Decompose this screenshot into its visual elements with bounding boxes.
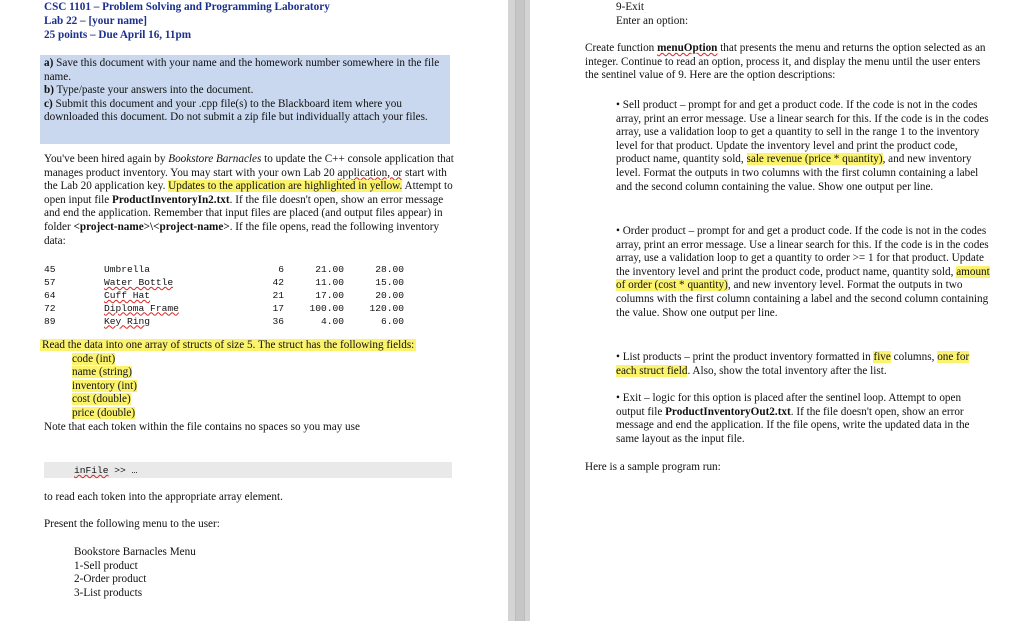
inventory-name: Diploma Frame	[104, 302, 179, 314]
inventory-name: Cuff Hat	[104, 289, 151, 301]
struct-field: code (int)	[72, 352, 116, 365]
menu-list	[74, 546, 374, 600]
inventory-code: 64	[44, 289, 56, 301]
struct-field: inventory (int)	[72, 379, 137, 392]
company-name: Bookstore Barnacles	[168, 153, 262, 165]
inventory-price: 28.00	[375, 264, 404, 275]
code-rest: >> …	[108, 465, 138, 476]
scroll-divider	[515, 0, 525, 621]
bullet-icon: •	[616, 351, 620, 363]
inventory-price: 20.00	[375, 289, 404, 301]
enter-option-prompt: Enter an option:	[616, 14, 689, 27]
menu-item: 2-Order product	[74, 573, 147, 586]
inventory-cost: 11.00	[315, 276, 344, 288]
inventory-row	[44, 290, 404, 303]
lab-title: Lab 22 – [your name]	[44, 14, 147, 27]
option-exit: • Exit – logic for this option is placed after the sentinel loop. Attempt to open output file ProductInventoryOut2.txt. If the file doesn't open, show an error message and end the application. If the file opens, write the updated data in the same layout as the input file.	[616, 392, 970, 445]
inventory-cost: 100.00	[309, 302, 344, 314]
inventory-code: 72	[44, 302, 56, 314]
inventory-row	[44, 277, 404, 290]
right-page	[530, 0, 1024, 621]
inventory-code: 45	[44, 264, 56, 275]
menu-intro: Present the following menu to the user:	[44, 518, 220, 530]
inventory-name: Water Bottle	[104, 276, 174, 288]
course-title: CSC 1101 – Problem Solving and Programming Laboratory	[44, 1, 330, 13]
menu-continued	[616, 1, 688, 28]
inventory-cost: 17.00	[315, 289, 344, 301]
due-date: 25 points – Due April 16, 11pm	[44, 28, 192, 41]
inventory-qty: 36	[272, 315, 284, 327]
inventory-cost: 4.00	[320, 315, 344, 327]
inventory-name: Umbrella	[104, 264, 151, 275]
highlight-five: five	[873, 351, 891, 363]
function-name: menuOption	[657, 42, 718, 54]
inventory-qty: 6	[278, 264, 284, 275]
option-sell: • Sell product – prompt for and get a product code. If the code is not in the codes array, print an error message. Use a linear search for this. If the code is in the codes array, use a validation loop to get a quantity to sell in the range 1 to the inventory level for that product. Update the inventory level and print the product code, product name, quantity sold, sale revenue (price * quantity), and new inventory level. Format the outputs in two columns with the first column containing a label and the second column containing the value. Show one output per line.	[616, 99, 989, 193]
output-filename: ProductInventoryOut2.txt	[665, 405, 791, 418]
inventory-row	[44, 303, 404, 316]
struct-fields	[72, 353, 452, 421]
bullet-icon: •	[616, 225, 620, 237]
code-snippet	[44, 462, 452, 478]
intro-paragraph: You've been hired again by Bookstore Barnacles to update the C++ console application that manages product inventory. You may start with your own Lab 20 application, or start with the Lab 20 application key. Updates to the application are highlighted in yellow. Attempt to open input file ProductInventoryIn2.txt. If the file doesn't open, show an error message and end the application. Remember that input files are placed (and output files appear) in folder <project-name>\<project-name>. If the file opens, read the following inventory data:	[44, 153, 454, 247]
inventory-price: 120.00	[369, 302, 404, 314]
page-gutter	[508, 0, 530, 621]
menu-item: 3-List products	[74, 586, 143, 599]
highlight-sale-revenue: sale revenue (price * quantity)	[746, 153, 883, 166]
menu-exit: 9-Exit	[616, 1, 644, 13]
read-token-text: to read each token into the appropriate array element.	[44, 491, 283, 503]
inventory-row	[44, 316, 404, 329]
option-order: • Order product – prompt for and get a product code. If the code is not in the codes array, print an error message. Use a linear search for this. If the code is in the codes array, use a validation loop to get a quantity to order >= 1 for that product. Update the inventory level and print the product code, product name, quantity sold, amount of order (cost * quantity), and new inventory level. Format the outputs in two columns with the first column containing a label and the second column containing the value. Show one output per line.	[616, 225, 990, 319]
menu-title: Bookstore Barnacles Menu	[74, 546, 196, 558]
inventory-name: Key Ring	[104, 315, 151, 327]
inventory-qty: 21	[272, 289, 284, 301]
struct-section	[40, 339, 452, 434]
bullet-icon: •	[616, 392, 620, 404]
instruction-a: a) Save this document with your name and the homework number somewhere in the file name.	[44, 57, 440, 83]
struct-field: price (double)	[72, 406, 136, 419]
inventory-table	[44, 264, 404, 329]
inventory-qty: 42	[272, 276, 284, 288]
menu-item: 1-Sell product	[74, 559, 138, 572]
highlight-order-amount: amount of order (cost * quantity)	[616, 265, 990, 292]
struct-field: cost (double)	[72, 393, 131, 406]
sample-run-label: Here is a sample program run:	[585, 461, 721, 473]
inventory-qty: 17	[272, 302, 284, 314]
inventory-data	[44, 264, 404, 329]
instruction-c: c) Submit this document and your .cpp file(s) to the Blackboard item where you downloaded this document. Do not submit a zip file but individually attach your files.	[44, 97, 428, 124]
struct-field: name (string)	[72, 366, 132, 379]
code-var: inFile	[74, 465, 109, 476]
input-filename: ProductInventoryIn2.txt	[112, 193, 230, 206]
highlight-updates: Updates to the application are highlighted in yellow.	[168, 180, 403, 193]
instructions-box	[40, 55, 450, 144]
document-header	[44, 1, 444, 42]
project-folder: <project-name>\<project-name>	[73, 220, 230, 233]
inventory-price: 6.00	[380, 315, 404, 327]
inventory-price: 15.00	[375, 276, 404, 288]
left-page	[0, 0, 508, 621]
highlight-struct-field: one for each struct field	[616, 351, 970, 377]
inventory-code: 89	[44, 315, 56, 327]
inventory-cost: 21.00	[315, 264, 344, 275]
struct-note: Note that each token within the file contains no spaces so you may use	[44, 420, 360, 433]
inventory-code: 57	[44, 276, 56, 288]
instruction-b: b) Type/paste your answers into the document.	[44, 84, 254, 97]
bullet-icon: •	[616, 99, 620, 111]
struct-intro: Read the data into one array of structs of size 5. The struct has the following fields:	[42, 339, 415, 351]
inventory-row	[44, 264, 404, 277]
menu-option-paragraph: Create function menuOption that presents the menu and returns the option selected as an integer. Continue to read an option, process it, and display the menu until the user enters the sentinel value of 9. Here are the option descriptions:	[585, 42, 986, 82]
option-list: • List products – print the product inventory formatted in five columns, one for each struct field. Also, show the total inventory after the list.	[616, 351, 970, 377]
